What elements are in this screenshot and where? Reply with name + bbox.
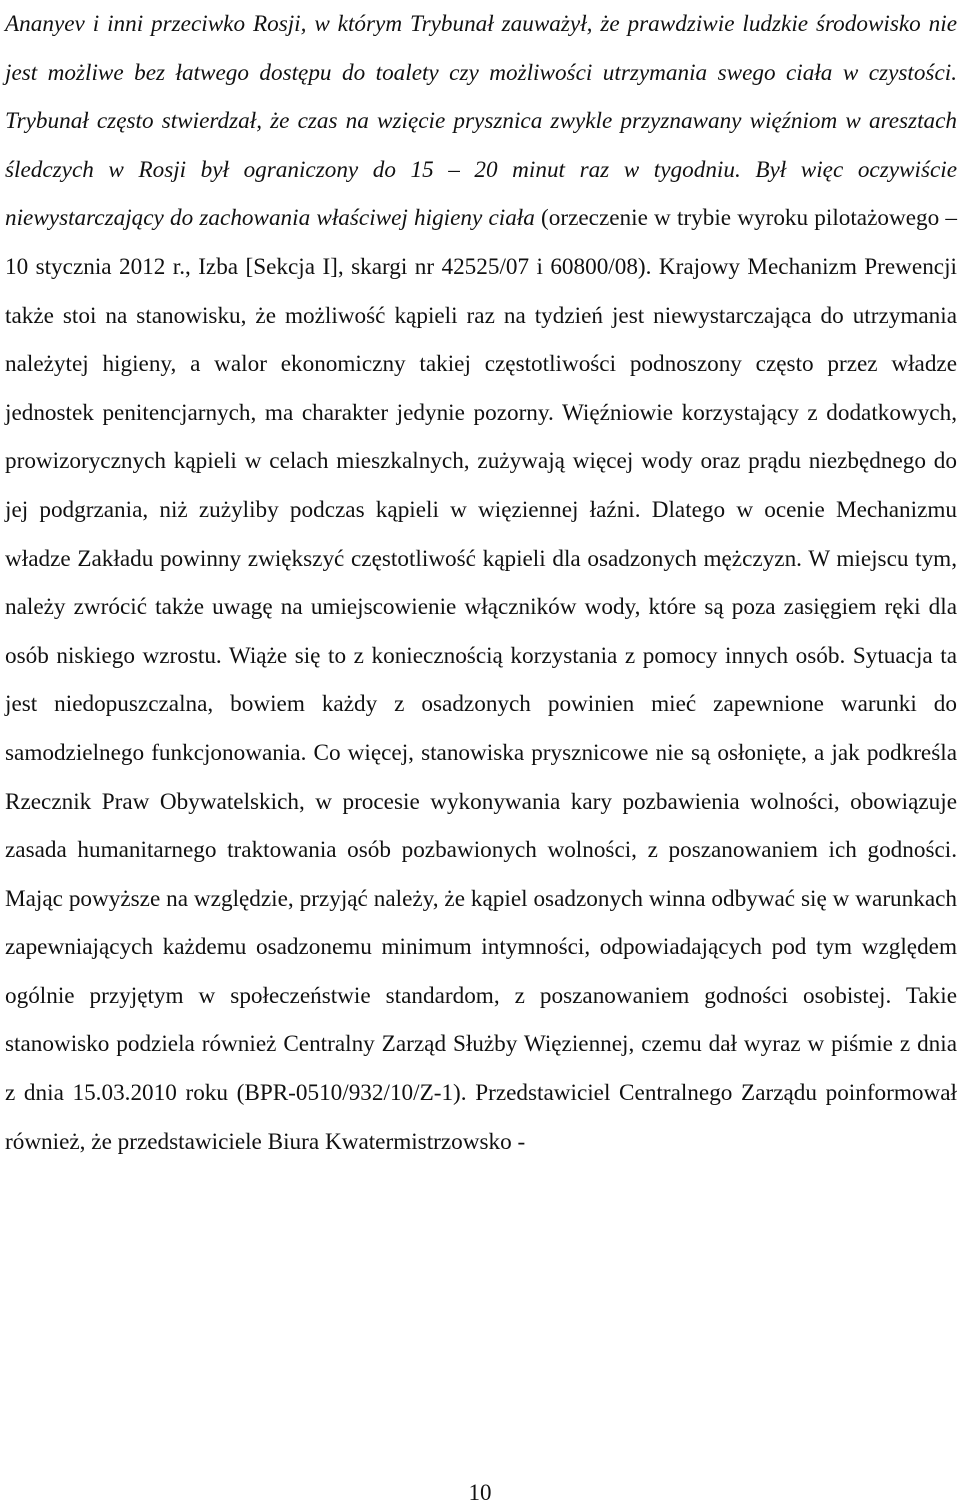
body-paragraph <box>5 0 957 1166</box>
italic-quote: Ananyev i inni przeciwko Rosji, w którym Trybunał zauważył, że prawdziwie ludzkie środowisko nie jest możliwe bez łatwego dostępu do toalety czy możliwości utrzymania swego ciała w czystości. Trybunał często stwierdzał, że czas na wzięcie prysznica zwykle przyznawany więźniom w aresztach śledczych w Rosji był ograniczony do 15 – 20 minut raz w tygodniu. Był więc oczywiście niewystarczający do zachowania właściwej higieny ciała <box>5 11 957 232</box>
main-text: Krajowy Mechanizm Prewencji także stoi na stanowisku, że możliwość kąpieli raz na tydzień jest niewystarczająca do utrzymania należytej higieny, a walor ekonomiczny takiej częstotliwości podnoszony często przez władze jednostek penitencjarnych, ma charakter jedynie pozorny. Więźniowie korzystający z dodatkowych, prowizorycznych kąpieli w celach mieszkalnych, zużywają więcej wody oraz prądu niezbędnego do jej podgrzania, niż zużyliby podczas kąpieli w więziennej łaźni. Dlatego w ocenie Mechanizmu władze Zakładu powinny zwiększyć częstotliwość kąpieli dla osadzonych mężczyzn. W miejscu tym, należy zwrócić także uwagę na umiejscowienie włączników wody, które są poza zasięgiem ręki dla osób niskiego wzrostu. Wiąże się to z koniecznością korzystania z pomocy innych osób. Sytuacja ta jest niedopuszczalna, bowiem każdy z osadzonych powinien mieć zapewnione warunki do samodzielnego funkcjonowania. Co więcej, stanowiska prysznicowe nie są osłonięte, a jak podkreśla Rzecznik Praw Obywatelskich, w procesie wykonywania kary pozbawienia wolności, obowiązuje zasada humanitarnego traktowania osób pozbawionych wolności, z poszanowaniem ich godności. Mając powyższe na względzie, przyjąć należy, że kąpiel osadzonych winna odbywać się w warunkach zapewniających każdemu osadzonemu minimum intymności, odpowiadających pod tym względem ogólnie przyjętym w społeczeństwie standardom, z poszanowaniem godności osobistej. Takie stanowisko podziela również Centralny Zarząd Służby Więziennej, czemu dał wyraz w piśmie z dnia z dnia 15.03.2010 roku (BPR-0510/932/10/Z-1). Przedstawiciel Centralnego Zarządu poinformował również, że przedstawiciele Biura Kwatermistrzowsko - <box>5 253 957 1155</box>
page-number: 10 <box>468 1480 492 1505</box>
citation-text: (orzeczenie w trybie wyroku pilotażowego – 10 stycznia 2012 r., Izba [Sekcja I], skargi nr 42525/07 i 60800/08). <box>5 205 957 280</box>
